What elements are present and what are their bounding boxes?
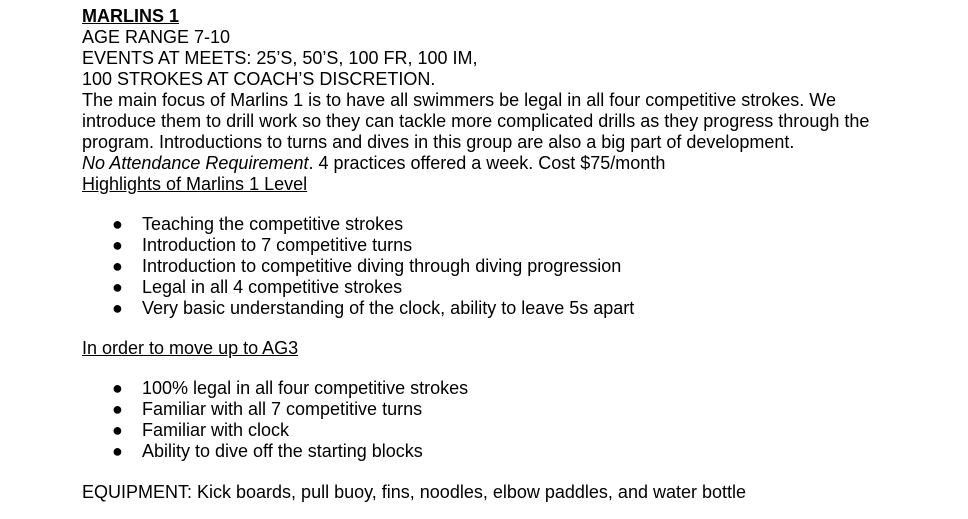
bullet-icon: ●: [112, 441, 123, 461]
move-up-heading: In order to move up to AG3: [82, 338, 299, 358]
attendance-rest: . 4 practices offered a week. Cost $75/month: [308, 153, 666, 173]
bullet-icon: ●: [112, 298, 123, 318]
list-item-text: Very basic understanding of the clock, ability to leave 5s apart: [142, 298, 635, 318]
spacer: [82, 319, 942, 338]
highlights-heading: Highlights of Marlins 1 Level: [82, 174, 308, 194]
list-item: [82, 378, 942, 399]
list-item: [82, 235, 942, 256]
list-item: [82, 399, 942, 420]
list-item: [82, 298, 942, 319]
list-item: [82, 214, 942, 235]
list-item-text: Introduction to competitive diving through diving progression: [142, 256, 622, 276]
list-item: [82, 441, 942, 462]
attendance-line: [82, 153, 942, 174]
bullet-icon: ●: [112, 420, 123, 440]
list-item-text: Introduction to 7 competitive turns: [142, 235, 413, 255]
bullet-icon: ●: [112, 277, 123, 297]
list-item-text: Familiar with all 7 competitive turns: [142, 399, 423, 419]
age-range: AGE RANGE 7-10: [82, 27, 231, 47]
document-title: MARLINS 1: [82, 6, 180, 26]
highlights-list: [82, 214, 942, 319]
bullet-icon: ●: [112, 214, 123, 234]
description-paragraph: The main focus of Marlins 1 is to have all swimmers be legal in all four competitive strokes. We introduce them to drill work so they can tackle more complicated drills as they progress through the program. Introductions to turns and dives in this group are also a big part of development.: [82, 90, 870, 152]
list-item-text: Legal in all 4 competitive strokes: [142, 277, 403, 297]
list-item-text: 100% legal in all four competitive strokes: [142, 378, 469, 398]
bullet-icon: ●: [112, 378, 123, 398]
document-body: [82, 6, 942, 503]
list-item-text: Familiar with clock: [142, 420, 290, 440]
equipment-line: EQUIPMENT: Kick boards, pull buoy, fins, noodles, elbow paddles, and water bottle: [82, 482, 747, 502]
spacer: [82, 195, 942, 214]
events-line-2: 100 STROKES AT COACH’S DISCRETION.: [82, 69, 436, 89]
bullet-icon: ●: [112, 256, 123, 276]
list-item-text: Ability to dive off the starting blocks: [142, 441, 423, 461]
list-item-text: Teaching the competitive strokes: [142, 214, 404, 234]
attendance-italic: No Attendance Requirement: [82, 153, 309, 173]
spacer: [82, 462, 942, 482]
events-line-1: EVENTS AT MEETS: 25’S, 50’S, 100 FR, 100 IM,: [82, 48, 478, 68]
spacer: [82, 359, 942, 378]
list-item: [82, 256, 942, 277]
move-up-list: [82, 378, 942, 462]
list-item: [82, 420, 942, 441]
bullet-icon: ●: [112, 399, 123, 419]
list-item: [82, 277, 942, 298]
bullet-icon: ●: [112, 235, 123, 255]
